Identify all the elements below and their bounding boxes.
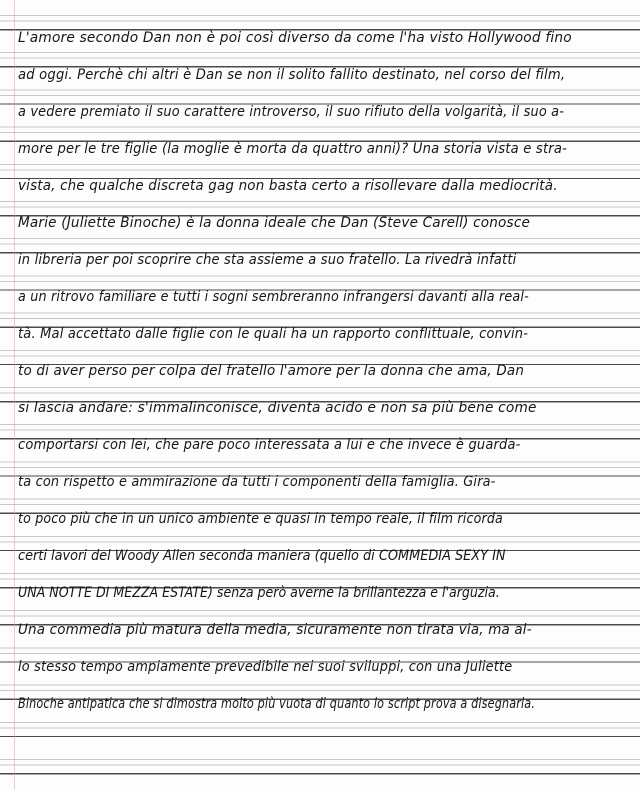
text-line-13: ta con rispetto e ammirazione da tutti i componenti della famiglia. Gira-	[18, 474, 496, 490]
text-line-16: UNA NOTTE DI MEZZA ESTATE) senza però averne la brillantezza e l'arguzia.	[18, 585, 500, 601]
text-line-14: to poco più che in un unico ambiente e quasi in tempo reale, il film ricorda	[18, 511, 503, 527]
text-line-11: si lascia andare: s'immalinconisce, diventa acido e non sa più bene come	[18, 400, 537, 416]
text-line-5: vista, che qualche discreta gag non basta certo a risollevare dalla mediocrità.	[18, 178, 558, 194]
text-line-7: in libreria per poi scoprire che sta assieme a suo fratello. La rivedrà infatti	[18, 252, 517, 268]
text-line-8: a un ritrovo familiare e tutti i sogni sembreranno infrangersi davanti alla real-	[18, 289, 529, 305]
text-line-6: Marie (Juliette Binoche) è la donna ideale che Dan (Steve Carell) conosce	[18, 215, 531, 231]
text-line-18: lo stesso tempo ampiamente prevedibile nei suoi sviluppi, con una Juliette	[18, 659, 513, 675]
text-line-4: more per le tre figlie (la moglie è morta da quattro anni)? Una storia vista e stra-	[18, 141, 568, 157]
text-line-1: L'amore secondo Dan non è poi così diverso da come l'ha visto Hollywood fino	[18, 30, 572, 46]
text-line-10: to di aver perso per colpa del fratello l'amore per la donna che ama, Dan	[18, 363, 525, 379]
margin-line	[14, 0, 15, 790]
text-line-15: certi lavori del Woody Allen seconda maniera (quello di COMMEDIA SEXY IN	[18, 548, 506, 564]
text-line-19: Binoche antipatica che si dimostra molto più vuota di quanto lo script prova a disegnarla.	[18, 696, 536, 712]
text-line-3: a vedere premiato il suo carattere introverso, il suo rifiuto della volgarità, il suo a-	[18, 104, 565, 120]
text-line-12: comportarsi con lei, che pare poco interessata a lui e che invece è guarda-	[18, 437, 521, 453]
text-line-17: Una commedia più matura della media, sicuramente non tirata via, ma al-	[18, 622, 532, 638]
text-line-9: tà. Mal accettato dalle figlie con le quali ha un rapporto conflittuale, convin-	[18, 326, 529, 342]
text-line-2: ad oggi. Perchè chi altri è Dan se non il solito fallito destinato, nel corso del film,	[18, 67, 566, 83]
